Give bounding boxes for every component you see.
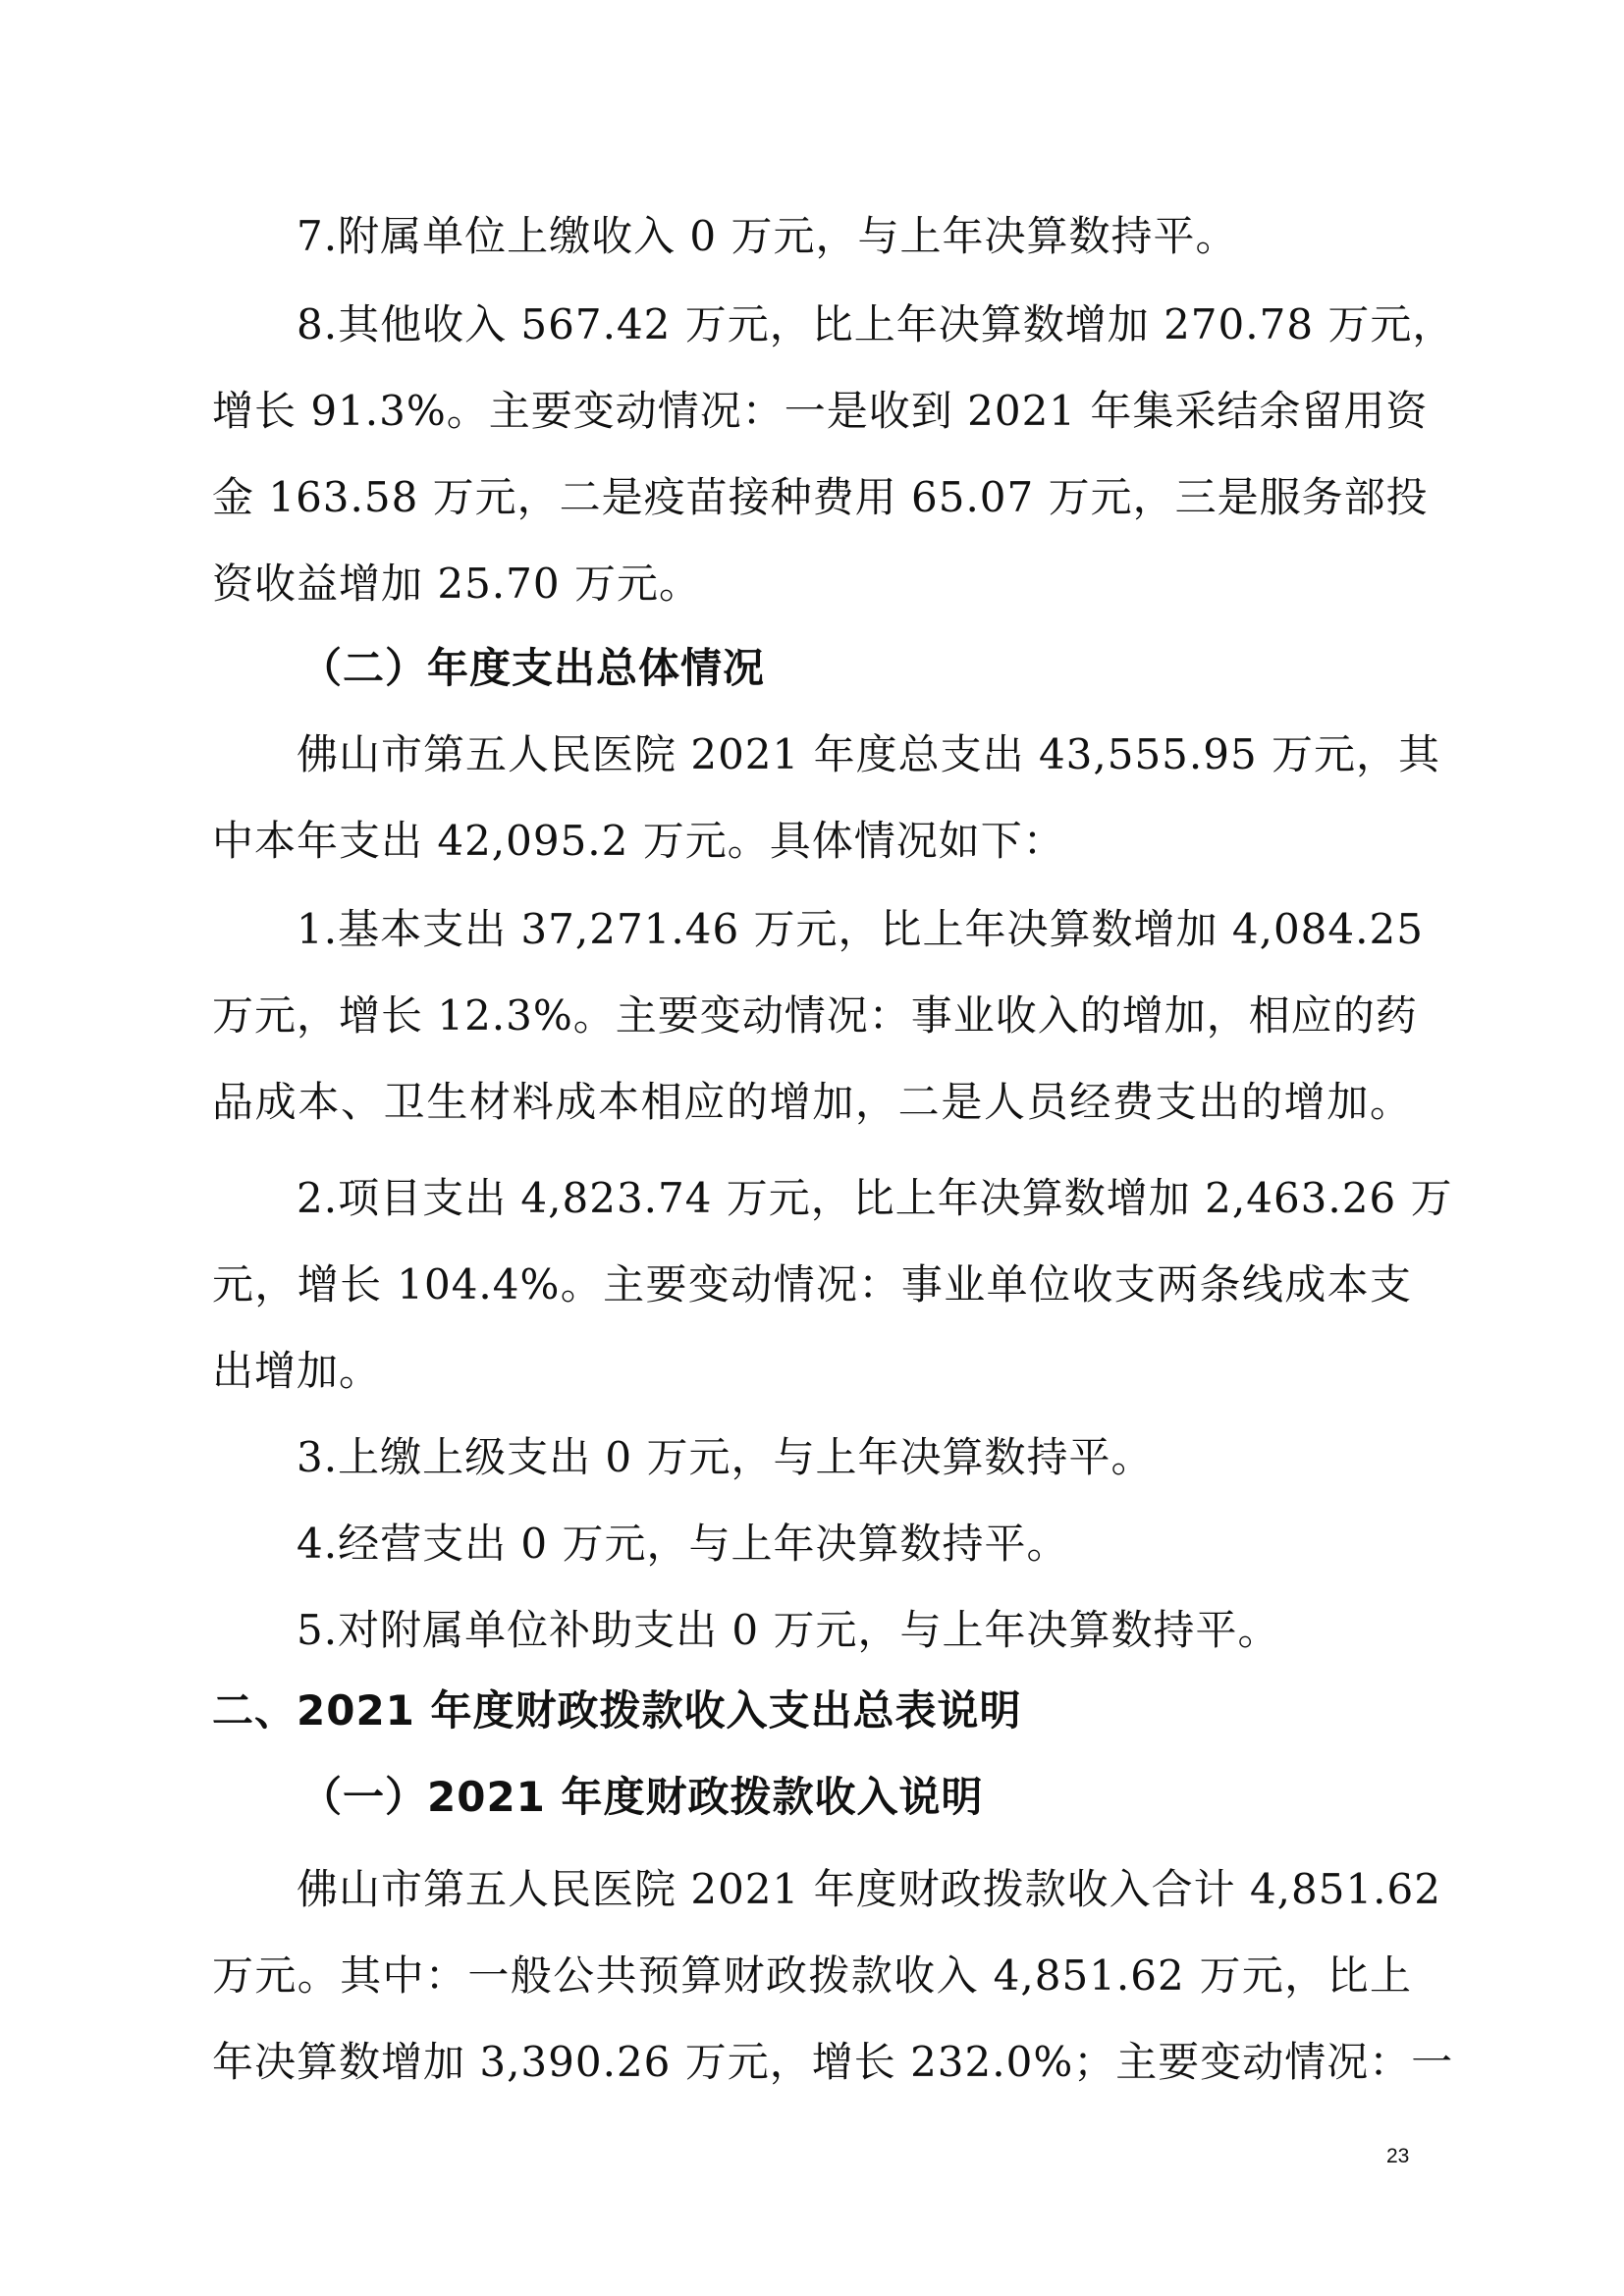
paragraph-line: 金 163.58 万元，二是疫苗接种费用 65.07 万元，三是服务部投: [212, 473, 1429, 521]
section-heading: 二、2021 年度财政拨款收入支出总表说明: [212, 1686, 1022, 1735]
paragraph-line: 佛山市第五人民医院 2021 年度总支出 43,555.95 万元，其: [297, 730, 1441, 778]
paragraph-line: 3.上缴上级支出 0 万元，与上年决算数持平。: [297, 1433, 1154, 1481]
paragraph-line: 1.基本支出 37,271.46 万元，比上年决算数增加 4,084.25: [297, 905, 1424, 953]
section-heading: （一）2021 年度财政拨款收入说明: [300, 1773, 984, 1821]
paragraph-line: 5.对附属单位补助支出 0 万元，与上年决算数持平。: [297, 1606, 1280, 1654]
paragraph-line: 元，增长 104.4%。主要变动情况：事业单位收支两条线成本支: [212, 1260, 1412, 1308]
paragraph-line: 中本年支出 42,095.2 万元。具体情况如下：: [212, 817, 1065, 865]
page-number: 23: [1386, 2145, 1410, 2167]
paragraph-line: 年决算数增加 3,390.26 万元，增长 232.0%；主要变动情况：一: [212, 2038, 1454, 2086]
paragraph-line: 出增加。: [212, 1347, 382, 1395]
paragraph-line: 4.经营支出 0 万元，与上年决算数持平。: [297, 1520, 1069, 1568]
paragraph-line: 万元，增长 12.3%。主要变动情况：事业收入的增加，相应的药: [212, 991, 1418, 1040]
paragraph-line: 8.其他收入 567.42 万元，比上年决算数增加 270.78 万元，: [297, 300, 1455, 348]
paragraph-line: 万元。其中：一般公共预算财政拨款收入 4,851.62 万元，比上: [212, 1951, 1412, 2000]
section-heading: （二）年度支出总体情况: [300, 644, 766, 692]
paragraph-line: 品成本、卫生材料成本相应的增加，二是人员经费支出的增加。: [212, 1078, 1412, 1126]
paragraph-line: 7.附属单位上缴收入 0 万元，与上年决算数持平。: [297, 212, 1238, 260]
paragraph-line: 资收益增加 25.70 万元。: [212, 560, 701, 608]
paragraph-line: 佛山市第五人民医院 2021 年度财政拨款收入合计 4,851.62: [297, 1865, 1441, 1913]
paragraph-line: 增长 91.3%。主要变动情况：一是收到 2021 年集采结余留用资: [212, 387, 1429, 435]
paragraph-line: 2.项目支出 4,823.74 万元，比上年决算数增加 2,463.26 万: [297, 1174, 1453, 1222]
